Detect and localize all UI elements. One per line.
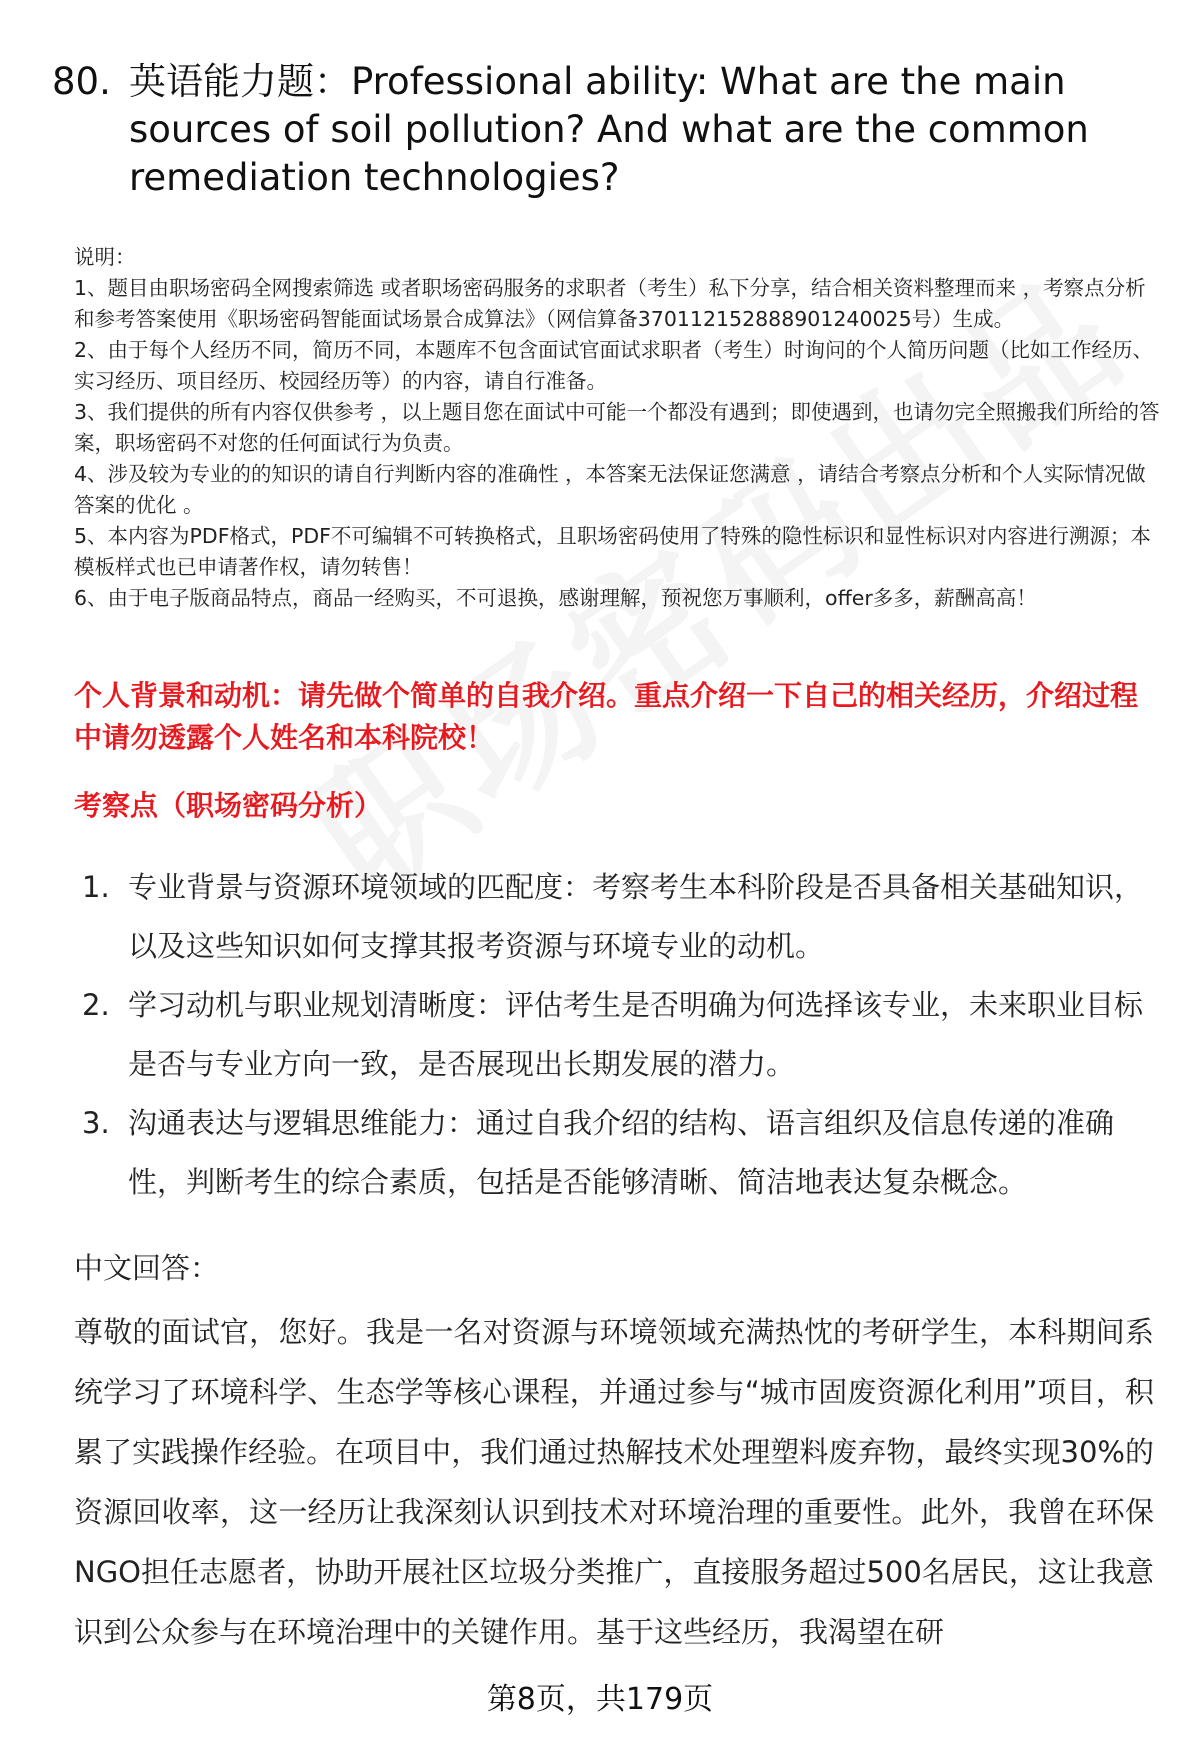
point-text: 沟通表达与逻辑思维能力：通过自我介绍的结构、语言组织及信息传递的准确性，判断考生的综合素质，包括是否能够清晰、简洁地表达复杂概念。 bbox=[128, 1106, 1115, 1199]
page-footer: 第8页，共179页 bbox=[486, 1682, 714, 1717]
point-text: 学习动机与职业规划清晰度：评估考生是否明确为何选择该专业，未来职业目标是否与专业方向一致，是否展现出长期发展的潜力。 bbox=[128, 988, 1144, 1081]
analysis-heading: 考察点（职场密码分析） bbox=[74, 789, 383, 822]
analysis-point bbox=[82, 1094, 1162, 1212]
point-number: 3. bbox=[82, 1106, 110, 1140]
point-number: 2. bbox=[82, 988, 110, 1022]
disclaimer-notes bbox=[74, 242, 1164, 614]
note-item: 2、由于每个人经历不同，简历不同，本题库不包含面试官面试求职者（考生）时询问的个人简历问题（比如工作经历、实习经历、项目经历、校园经历等）的内容，请自行准备。 bbox=[74, 338, 1154, 393]
answer-text: 尊敬的面试官，您好。我是一名对资源与环境领域充满热忱的考研学生，本科期间系统学习了环境科学、生态学等核心课程，并通过参与“城市固废资源化利用”项目，积累了实践操作经验。在项目中，我们通过热解技术处理塑料废弃物，最终实现30%的资源回收率，这一经历让我深刻认识到技术对环境治理的重要性。此外，我曾在环保NGO担任志愿者，协助开展社区垃圾分类推广，直接服务超过500名居民，这让我意识到公众参与在环境治理中的关键作用。基于这些经历，我渴望在研 bbox=[74, 1315, 1154, 1649]
question-number: 80. bbox=[52, 60, 111, 103]
note-item: 1、题目由职场密码全网搜索筛选 或者职场密码服务的求职者（考生）私下分享，结合相关资料整理而来 ，考察点分析和参考答案使用《职场密码智能面试场景合成算法》（网信算备370112152888901240025号）生成。 bbox=[74, 276, 1146, 331]
note-item: 3、我们提供的所有内容仅供参考 ，以上题目您在面试中可能一个都没有遇到；即使遇到，也请勿完全照搬我们所给的答案，职场密码不对您的任何面试行为负责。 bbox=[74, 400, 1160, 455]
notes-heading: 说明： bbox=[74, 245, 136, 269]
question-title bbox=[52, 58, 1162, 202]
analysis-point bbox=[82, 858, 1162, 976]
note-item: 6、由于电子版商品特点，商品一经购买，不可退换，感谢理解，预祝您万事顺利，offer多多，薪酬高高！ bbox=[74, 586, 1037, 610]
analysis-points bbox=[82, 858, 1162, 1212]
question-text: 英语能力题：Professional ability: What are the main sources of soil pollution? And what are the common remediation technologies? bbox=[129, 60, 1089, 199]
point-number: 1. bbox=[82, 870, 110, 904]
answer-label: 中文回答： bbox=[74, 1251, 220, 1285]
note-item: 4、涉及较为专业的的知识的请自行判断内容的准确性 ，本答案无法保证您满意 ，请结合考察点分析和个人实际情况做答案的优化 。 bbox=[74, 462, 1146, 517]
section-title: 个人背景和动机：请先做个简单的自我介绍。重点介绍一下自己的相关经历，介绍过程中请勿透露个人姓名和本科院校！ bbox=[74, 679, 1139, 754]
point-text: 专业背景与资源环境领域的匹配度：考察考生本科阶段是否具备相关基础知识，以及这些知识如何支撑其报考资源与环境专业的动机。 bbox=[128, 870, 1144, 963]
note-item: 5、本内容为PDF格式，PDF不可编辑不可转换格式，且职场密码使用了特殊的隐性标识和显性标识对内容进行溯源；本模板样式也已申请著作权，请勿转售！ bbox=[74, 524, 1151, 579]
analysis-point bbox=[82, 976, 1162, 1094]
